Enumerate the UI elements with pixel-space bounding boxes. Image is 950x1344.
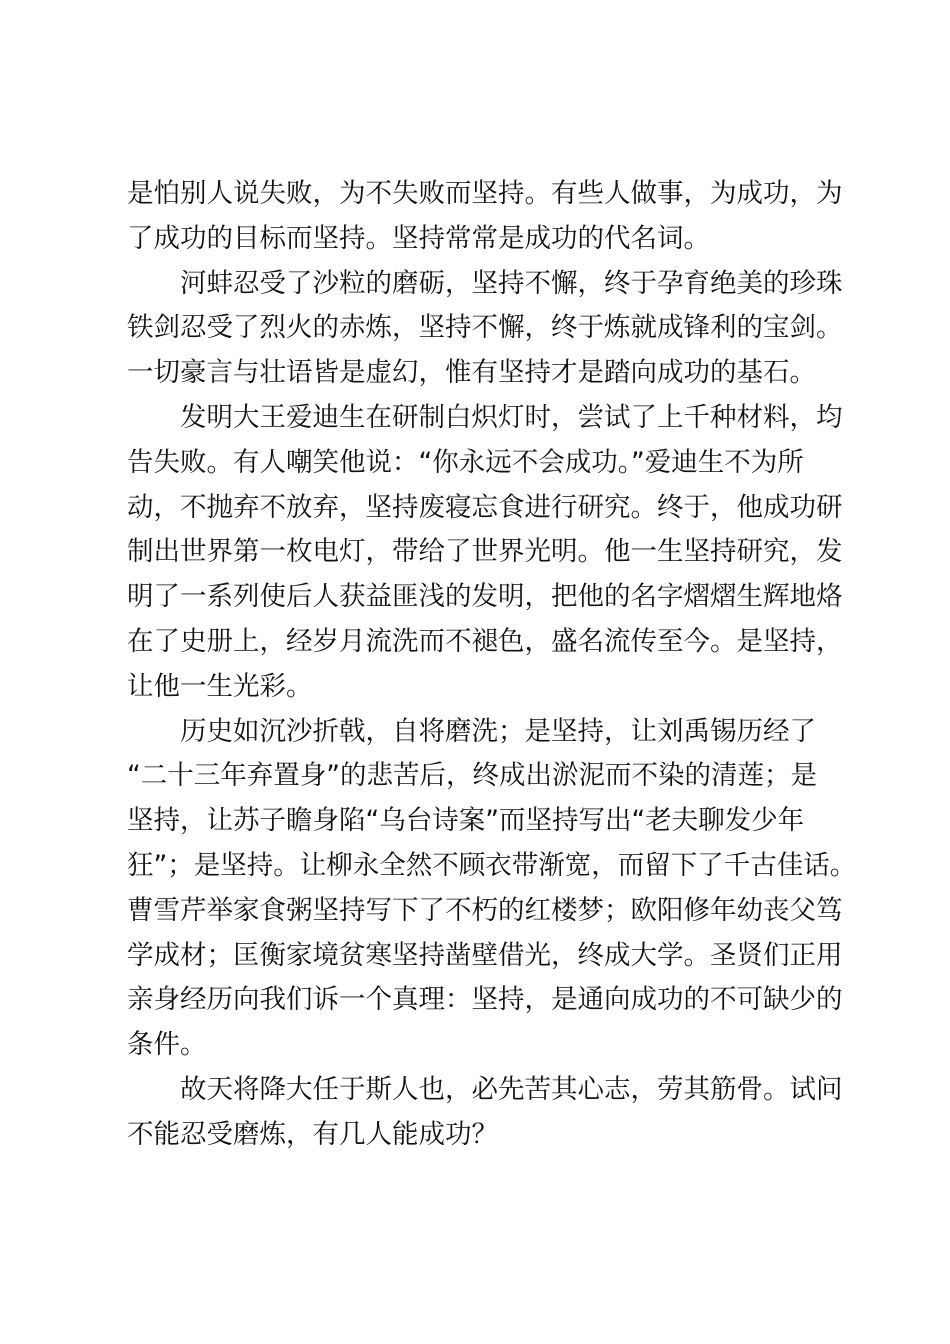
text-line: 不能忍受磨炼，有几人能成功？ — [127, 1118, 498, 1150]
text-line: 坚持，让苏子瞻身陷“乌台诗案”而坚持写出“老夫聊发少年 — [127, 805, 805, 837]
text-line: 河蚌忍受了沙粒的磨砺，坚持不懈，终于孕育绝美的珍珠 — [127, 267, 843, 299]
text-line: 了成功的目标而坚持。坚持常常是成功的代名词。 — [127, 222, 710, 254]
text-line: 历史如沉沙折戟，自将磨洗；是坚持，让刘禹锡历经了 — [127, 715, 816, 747]
text-line: 在了史册上，经岁月流洗而不褪色，盛名流传至今。是坚持， — [127, 625, 843, 657]
text-line: 曹雪芹举家食粥坚持写下了不朽的红楼梦；欧阳修年幼丧父笃 — [127, 894, 843, 926]
text-line: 是怕别人说失败，为不失败而坚持。有些人做事，为成功，为 — [127, 178, 843, 209]
text-line: 学成材；匡衡家境贫寒坚持凿壁借光，终成大学。圣贤们正用 — [127, 939, 843, 971]
text-line: 一切豪言与壮语皆是虚幻，惟有坚持才是踏向成功的基石。 — [127, 357, 816, 389]
text-line: 条件。 — [127, 1029, 207, 1061]
text-line: 狂”；是坚持。让柳永全然不顾衣带渐宽，而留下了千古佳话。 — [127, 849, 857, 881]
text-line: 告失败。有人嘲笑他说：“你永远不会成功。”爱迪生不为所 — [127, 446, 804, 478]
text-line: “二十三年弃置身”的悲苦后，终成出淤泥而不染的清莲；是 — [127, 760, 817, 792]
text-line: 动，不抛弃不放弃，坚持废寝忘食进行研究。终于，他成功研 — [127, 491, 843, 523]
text-line: 制出世界第一枚电灯，带给了世界光明。他一生坚持研究，发 — [127, 536, 843, 568]
essay-body — [127, 172, 857, 1158]
text-line: 明了一系列使后人获益匪浅的发明，把他的名字熠熠生辉地烙 — [127, 581, 843, 613]
text-line: 铁剑忍受了烈火的赤炼，坚持不懈，终于炼就成锋利的宝剑。 — [127, 312, 843, 344]
text-line: 故天将降大任于斯人也，必先苦其心志，劳其筋骨。试问 — [127, 1073, 843, 1105]
text-line: 亲身经历向我们诉一个真理：坚持，是通向成功的不可缺少的 — [127, 984, 843, 1016]
text-line: 发明大王爱迪生在研制白炽灯时，尝试了上千种材料，均 — [127, 401, 843, 433]
text-line: 让他一生光彩。 — [127, 670, 313, 702]
